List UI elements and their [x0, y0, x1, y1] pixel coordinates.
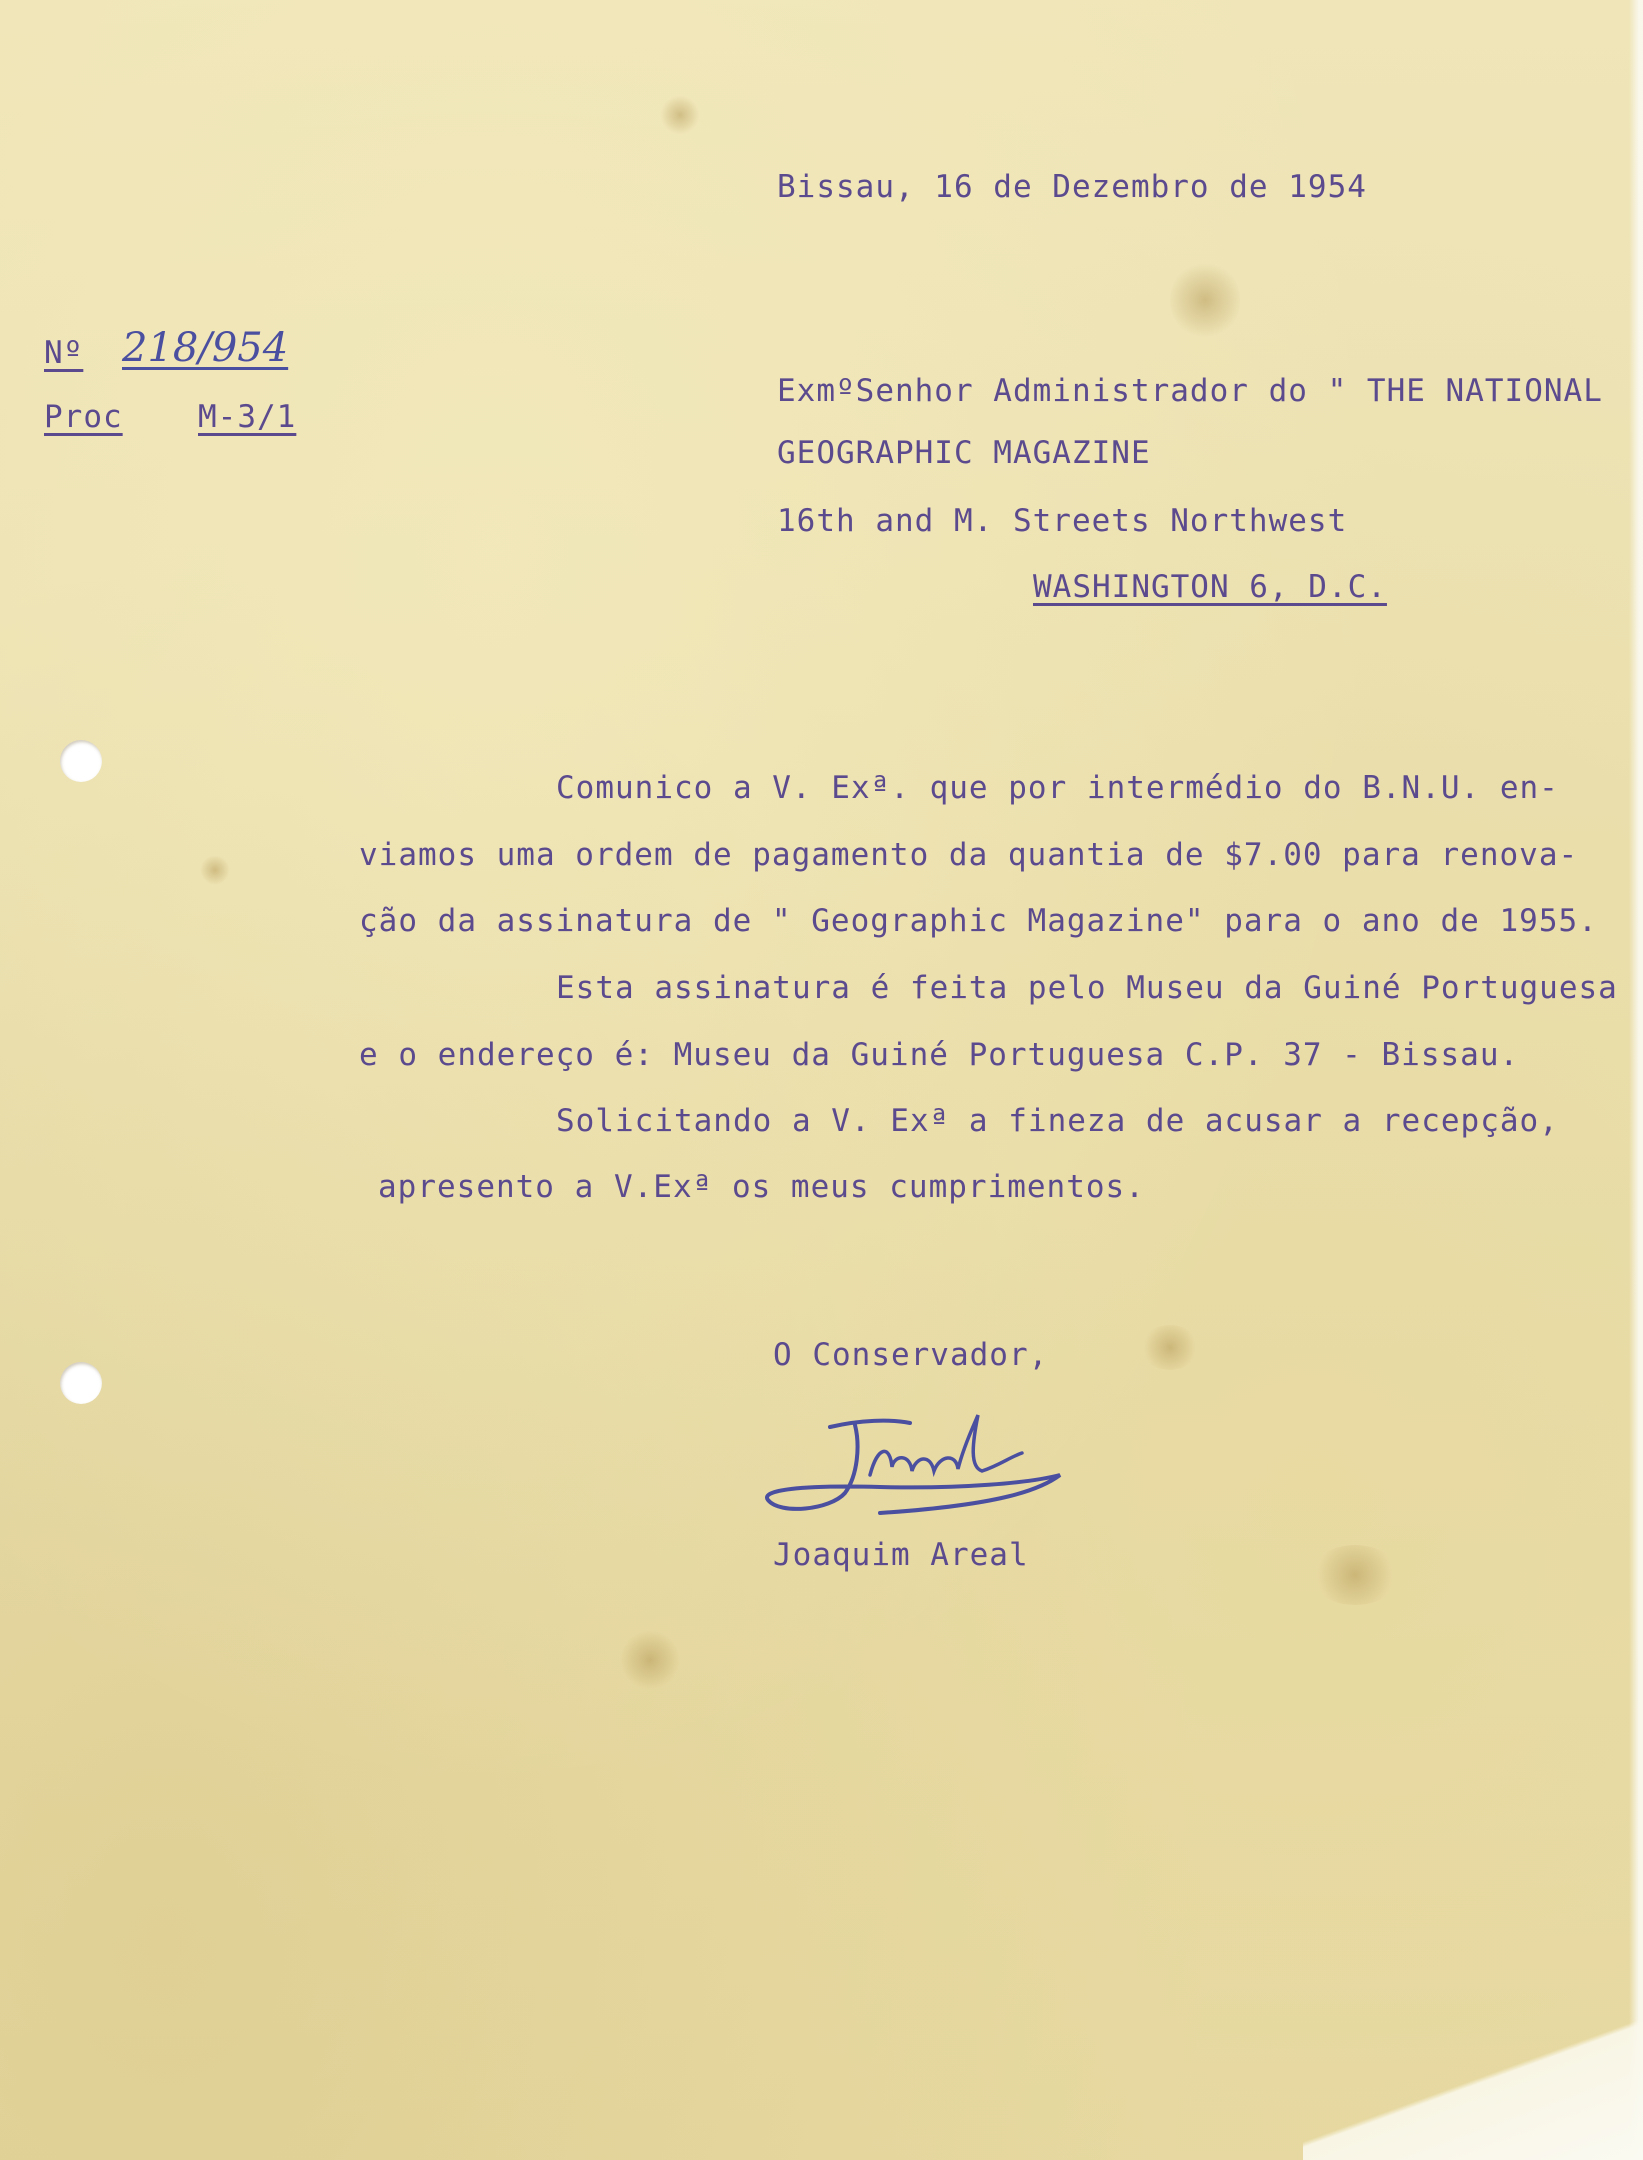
signature [760, 1405, 1080, 1525]
body-line: e o endereço é: Museu da Guiné Portuguesa C.P. 37 - Bissau. [359, 1037, 1520, 1073]
paper-corner [1303, 2000, 1643, 2160]
signatory-name: Joaquim Areal [773, 1537, 1029, 1573]
stain [200, 855, 230, 885]
stain [1140, 1325, 1200, 1370]
body-line: ção da assinatura de " Geographic Magazine" para o ano de 1955. [359, 903, 1598, 939]
stain [1170, 260, 1240, 340]
body-line: Esta assinatura é feita pelo Museu da Guiné Portuguesa [556, 970, 1618, 1006]
stain [1310, 1545, 1400, 1605]
stain [620, 1630, 680, 1690]
reference-number-label: Nº [44, 335, 84, 371]
body-line: viamos uma ordem de pagamento da quantia de $7.00 para renova- [359, 837, 1579, 873]
body-line: Solicitando a V. Exª a fineza de acusar a recepção, [556, 1103, 1559, 1139]
proc-value: M-3/1 [198, 399, 297, 435]
stain [660, 95, 700, 135]
addressee-line: 16th and M. Streets Northwest [777, 503, 1348, 539]
addressee-city: WASHINGTON 6, D.C. [1033, 569, 1387, 605]
paper-edge [1629, 0, 1643, 2160]
punch-hole-bottom [60, 1362, 102, 1404]
closing-title: O Conservador, [773, 1337, 1049, 1373]
body-line: Comunico a V. Exª. que por intermédio do B.N.U. en- [556, 770, 1559, 806]
reference-number-value: 218/954 [122, 325, 289, 371]
addressee-line: GEOGRAPHIC MAGAZINE [777, 435, 1151, 471]
punch-hole-top [60, 740, 102, 782]
body-line: apresento a V.Exª os meus cumprimentos. [378, 1169, 1145, 1205]
addressee-line: ExmºSenhor Administrador do " THE NATIONAL [777, 373, 1603, 409]
place-date: Bissau, 16 de Dezembro de 1954 [777, 169, 1367, 205]
proc-label: Proc [44, 399, 123, 435]
